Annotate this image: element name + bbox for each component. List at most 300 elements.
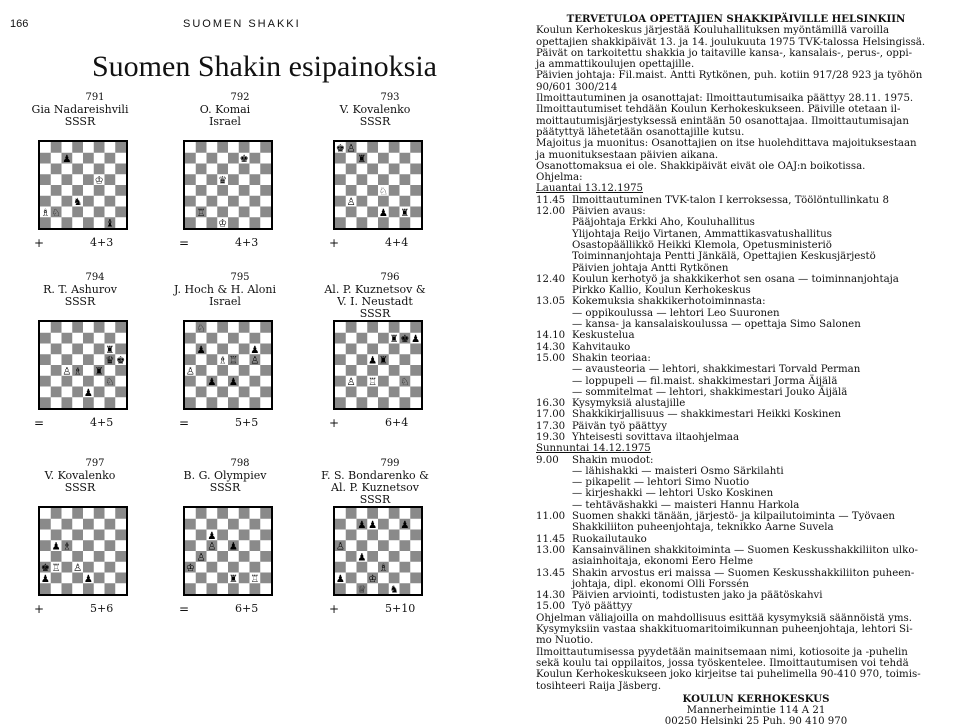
author-line: SSSR [64, 115, 96, 128]
dark-square [400, 583, 411, 594]
schedule-row [536, 421, 936, 432]
dark-square [217, 207, 228, 218]
dark-square [357, 397, 368, 408]
dark-square [185, 196, 196, 207]
author-line: R. T. Ashurov [43, 283, 117, 296]
dark-square [196, 185, 207, 196]
dark-square [105, 153, 116, 164]
intro-line: Päivien johtaja: Fil.maist. Antti Rytkönen, puh. kotiin 917/28 923 ja työhön [536, 70, 923, 82]
closing-line: tosihteeri Raija Jäsberg. [536, 680, 662, 692]
dark-square [367, 365, 378, 376]
dark-square [239, 530, 250, 541]
dark-square [239, 365, 250, 376]
schedule-time: 13.05 [536, 296, 566, 308]
dark-square [378, 519, 389, 530]
dark-square [260, 344, 271, 355]
dark-square [83, 153, 94, 164]
dark-square [196, 142, 207, 153]
dark-square [400, 217, 411, 228]
dark-square [400, 196, 411, 207]
dark-square [207, 562, 218, 573]
schedule-row [536, 522, 936, 533]
dark-square [250, 376, 261, 387]
dark-square [389, 207, 400, 218]
author-line: O. Komai [199, 103, 251, 116]
day1-heading: Lauantai 13.12.1975 [536, 183, 644, 195]
dark-square [115, 344, 126, 355]
dark-square [83, 397, 94, 408]
dark-square [346, 207, 357, 218]
dark-square [367, 344, 378, 355]
schedule-row [536, 319, 936, 330]
schedule-text: — sommitelmat — lehtori, shakkimestari Jouko Äijälä [572, 386, 848, 398]
schedule-time [536, 217, 572, 228]
dark-square [94, 207, 105, 218]
dark-square [62, 354, 73, 365]
schedule-text: Työ päättyy [572, 601, 633, 613]
black-pawn-icon: ♟ [368, 520, 378, 532]
dark-square [105, 196, 116, 207]
dark-square [72, 344, 83, 355]
schedule-row [536, 455, 936, 466]
dark-square [51, 185, 62, 196]
piece-count: 5+6 [90, 602, 114, 615]
dark-square [207, 397, 218, 408]
dark-square [40, 376, 51, 387]
dark-square [367, 551, 378, 562]
dark-square [410, 185, 421, 196]
schedule-row [536, 601, 936, 612]
black-rook-icon: ♜ [389, 334, 399, 346]
dark-square [400, 153, 411, 164]
dark-square [250, 174, 261, 185]
dark-square [346, 164, 357, 175]
dark-square [389, 365, 400, 376]
schedule-text: — pikapelit — lehtori Simo Nuotio [572, 477, 750, 489]
black-rook-icon: ♜ [400, 207, 410, 219]
dark-square [94, 142, 105, 153]
dark-square [115, 185, 126, 196]
dark-square [83, 376, 94, 387]
dark-square [400, 397, 411, 408]
schedule-text: Shakkikirjallisuus — shakkimestari Heikki Koskinen [572, 409, 841, 421]
dark-square [72, 142, 83, 153]
white-pawn-icon: ♙ [73, 563, 83, 575]
dark-square [260, 322, 271, 333]
problem-number: 795 [230, 272, 250, 283]
schedule-time [536, 319, 572, 330]
black-bishop-icon: ♝ [105, 218, 115, 228]
piece-count: 4+4 [385, 236, 409, 249]
schedule-time [536, 579, 572, 590]
schedule-row [536, 545, 936, 556]
schedule-row [536, 398, 936, 409]
intro-line: päätyttyä lähetetään osanottajille kutsu. [536, 126, 745, 138]
author-line: SSSR [359, 493, 391, 506]
problem-number: 794 [85, 272, 105, 283]
schedule-time [536, 308, 572, 319]
white-pawn-icon: ♙ [346, 377, 356, 389]
dark-square [228, 397, 239, 408]
dark-square [335, 519, 346, 530]
stipulation-symbol: + [329, 602, 340, 616]
schedule-time [536, 387, 572, 398]
dark-square [239, 573, 250, 584]
dark-square [389, 551, 400, 562]
intro-line: opettajien shakkipäivät 13. ja 14. joulukuuta 1975 TVK-talossa Helsingissä. [536, 36, 926, 48]
schedule-text: — kirjeshakki — lehtori Usko Koskinen [572, 488, 774, 500]
dark-square [207, 196, 218, 207]
dark-square [335, 562, 346, 573]
schedule-text: Koulun kerhotyö ja shakkikerhot sen osana — toiminnanjohtaja [572, 273, 899, 285]
dark-square [228, 583, 239, 594]
black-pawn-icon: ♟ [378, 207, 388, 219]
problem-number: 792 [230, 92, 250, 103]
dark-square [400, 174, 411, 185]
dark-square [40, 217, 51, 228]
dark-square [228, 196, 239, 207]
dark-square [115, 387, 126, 398]
dark-square [389, 573, 400, 584]
dark-square [260, 387, 271, 398]
dark-square [239, 344, 250, 355]
schedule-row [536, 364, 936, 375]
schedule-time: 16.30 [536, 398, 566, 410]
dark-square [62, 397, 73, 408]
dark-square [346, 551, 357, 562]
schedule-time: 12.00 [536, 206, 566, 218]
stipulation-symbol: + [329, 416, 340, 430]
dark-square [217, 185, 228, 196]
dark-square [83, 174, 94, 185]
schedule-row [536, 432, 936, 443]
problem-authors [20, 284, 140, 308]
schedule-row [536, 251, 936, 262]
problem-number: 793 [380, 92, 400, 103]
schedule-time: 11.45 [536, 194, 566, 206]
dark-square [62, 562, 73, 573]
dark-square [250, 540, 261, 551]
chess-diagram [333, 140, 423, 230]
schedule-time: 11.45 [536, 533, 566, 545]
dark-square [185, 217, 196, 228]
dark-square [83, 519, 94, 530]
dark-square [40, 153, 51, 164]
dark-square [207, 333, 218, 344]
dark-square [410, 365, 421, 376]
schedule-time: 13.45 [536, 567, 566, 579]
dark-square [389, 185, 400, 196]
intro-line: ja muonituksestaan päivien aikana. [536, 149, 719, 161]
author-line: Israel [209, 115, 241, 128]
black-pawn-icon: ♟ [368, 355, 378, 367]
dark-square [40, 354, 51, 365]
dark-square [357, 354, 368, 365]
author-line: B. G. Olympiev [183, 469, 267, 482]
dark-square [62, 333, 73, 344]
schedule-row [536, 500, 936, 511]
dark-square [72, 185, 83, 196]
dark-square [40, 333, 51, 344]
black-king-icon: ♚ [400, 334, 410, 346]
dark-square [51, 365, 62, 376]
dark-square [83, 217, 94, 228]
dark-square [185, 153, 196, 164]
intro-line: Koulun Kerhokeskus järjestää Kouluhallituksen myöntämillä varoilla [536, 25, 890, 37]
black-rook-icon: ♜ [105, 344, 115, 356]
day1-schedule [536, 195, 936, 444]
schedule-text: — kansa- ja kansalaiskoulussa — opettaja Simo Salonen [572, 319, 861, 331]
closing-line: Kysymyksiin vastaa shakkituomaritoimikunnan puheenjohtaja, lehtori Si- [536, 624, 913, 636]
dark-square [367, 508, 378, 519]
intro-line: Ilmoittautuminen ja osanottajat: Ilmoittautumisaika päättyy 28.11. 1975. [536, 93, 914, 105]
white-rook-icon: ♖ [250, 573, 260, 585]
schedule-time [536, 263, 572, 274]
black-king-icon: ♚ [116, 355, 126, 367]
dark-square [72, 530, 83, 541]
dark-square [94, 322, 105, 333]
schedule-time: 15.00 [536, 601, 566, 613]
dark-square [367, 164, 378, 175]
author-line: J. Hoch & H. Aloni [173, 283, 277, 296]
schedule-time: 14.10 [536, 330, 566, 342]
dark-square [239, 322, 250, 333]
dark-square [62, 583, 73, 594]
day2-schedule [536, 455, 936, 613]
white-pawn-icon: ♙ [346, 143, 356, 155]
white-king-icon: ♔ [94, 175, 104, 187]
dark-square [105, 540, 116, 551]
dark-square [260, 365, 271, 376]
schedule-text: Kokemuksia shakkikerhotoiminnasta: [572, 296, 766, 308]
dark-square [51, 551, 62, 562]
stipulation-symbol: = [179, 236, 190, 250]
schedule-row [536, 342, 936, 353]
schedule-text: Ylijohtaja Reijo Virtanen, Ammattikasvatushallitus [572, 228, 832, 240]
intro-line: Ilmoittautumiset tehdään Koulun Kerhokeskukseen. Päiville otetaan il- [536, 104, 901, 116]
white-knight-icon: ♘ [51, 207, 61, 219]
dark-square [389, 387, 400, 398]
dark-square [389, 142, 400, 153]
dark-square [378, 540, 389, 551]
dark-square [378, 583, 389, 594]
dark-square [115, 322, 126, 333]
dark-square [40, 583, 51, 594]
problem-authors [165, 284, 285, 308]
schedule-row [536, 534, 936, 545]
schedule-text: Shakin muodot: [572, 454, 654, 466]
author-line: SSSR [64, 481, 96, 494]
author-line: Israel [209, 295, 241, 308]
schedule-time: 14.30 [536, 590, 566, 602]
author-line: SSSR [359, 307, 391, 320]
piece-count: 4+3 [90, 236, 114, 249]
black-pawn-icon: ♟ [357, 552, 367, 564]
dark-square [389, 164, 400, 175]
dark-square [207, 354, 218, 365]
white-knight-icon: ♘ [105, 377, 115, 389]
dark-square [62, 376, 73, 387]
schedule-text: Päivän työ päättyy [572, 420, 667, 432]
schedule-row [536, 206, 936, 217]
dark-square [335, 397, 346, 408]
dark-square [250, 562, 261, 573]
author-line: V. I. Neustadt [337, 295, 413, 308]
closing-line: Ohjelman väliajoilla on mahdollisuus esittää kysymyksiä säännöistä yms. [536, 612, 912, 624]
dark-square [51, 508, 62, 519]
white-rook-icon: ♖ [228, 355, 238, 367]
dark-square [335, 217, 346, 228]
dark-square [410, 142, 421, 153]
schedule-text: Päivien johtaja Antti Rytkönen [572, 262, 729, 274]
schedule-text: Ilmoittautuminen TVK-talon I kerroksessa, Töölöntullinkatu 8 [572, 194, 889, 206]
dark-square [260, 185, 271, 196]
author-line: F. S. Bondarenko & [321, 469, 429, 482]
schedule-time [536, 500, 572, 511]
dark-square [228, 217, 239, 228]
schedule-text: Päivien avaus: [572, 206, 646, 218]
black-rook-icon: ♜ [94, 366, 104, 378]
dark-square [260, 207, 271, 218]
chess-diagram [38, 320, 128, 410]
schedule-text: Suomen shakki tänään, järjestö- ja kilpailutoiminta — Työvaen [572, 511, 895, 523]
dark-square [335, 583, 346, 594]
closing-text [536, 613, 936, 692]
dark-square [207, 174, 218, 185]
dark-square [83, 196, 94, 207]
problem-authors [20, 470, 140, 494]
dark-square [51, 387, 62, 398]
dark-square [105, 333, 116, 344]
schedule-row [536, 330, 936, 341]
dark-square [94, 387, 105, 398]
dark-square [72, 207, 83, 218]
black-pawn-icon: ♟ [250, 344, 260, 356]
dark-square [250, 583, 261, 594]
schedule-row [536, 376, 936, 387]
schedule-row [536, 285, 936, 296]
dark-square [51, 164, 62, 175]
dark-square [185, 333, 196, 344]
intro-line: Majoitus ja muonitus: Osanottajien on itse huolehdittava majoituksestaan [536, 138, 917, 150]
schedule-text: — oppikoulussa — lehtori Leo Suuronen [572, 307, 780, 319]
dark-square [83, 583, 94, 594]
problem-authors [165, 104, 285, 128]
chess-diagram [38, 140, 128, 230]
black-king-icon: ♚ [40, 563, 50, 575]
dark-square [94, 344, 105, 355]
dark-square [83, 333, 94, 344]
dark-square [378, 217, 389, 228]
dark-square [239, 164, 250, 175]
dark-square [185, 583, 196, 594]
dark-square [62, 217, 73, 228]
piece-count: 4+3 [235, 236, 259, 249]
dark-square [250, 196, 261, 207]
dark-square [250, 397, 261, 408]
white-knight-icon: ♘ [400, 377, 410, 389]
dark-square [250, 519, 261, 530]
problem-authors [315, 104, 435, 128]
schedule-time [536, 285, 572, 296]
dark-square [378, 196, 389, 207]
dark-square [400, 540, 411, 551]
schedule-time [536, 466, 572, 477]
chess-diagram [333, 506, 423, 596]
schedule-text: asiainhoitaja, ekonomi Eero Helme [572, 556, 754, 568]
intro-line: ja ammattikoulujen opettajille. [536, 59, 695, 71]
dark-square [335, 174, 346, 185]
schedule-row [536, 556, 936, 567]
dark-square [239, 508, 250, 519]
schedule-time [536, 488, 572, 499]
author-line: V. Kovalenko [44, 469, 116, 482]
white-pawn-icon: ♙ [207, 541, 217, 553]
intro-line: Osanottomaksua ei ole. Shakkipäivät eivät ole OAJ:n boikotissa. [536, 160, 866, 172]
schedule-row [536, 488, 936, 499]
dark-square [239, 142, 250, 153]
dark-square [217, 365, 228, 376]
black-rook-icon: ♜ [378, 355, 388, 367]
dark-square [40, 196, 51, 207]
black-pawn-icon: ♟ [62, 154, 72, 166]
dark-square [367, 207, 378, 218]
schedule-text: — tehtäväshakki — maisteri Hannu Harkola [572, 499, 800, 511]
black-pawn-icon: ♟ [83, 387, 93, 399]
dark-square [94, 530, 105, 541]
dark-square [410, 530, 421, 541]
schedule-row [536, 353, 936, 364]
white-pawn-icon: ♙ [250, 355, 260, 367]
dark-square [378, 333, 389, 344]
white-knight-icon: ♘ [196, 323, 206, 335]
dark-square [228, 519, 239, 530]
dark-square [357, 217, 368, 228]
day2-heading: Sunnuntai 14.12.1975 [536, 443, 651, 455]
author-line: V. Kovalenko [339, 103, 411, 116]
dark-square [62, 519, 73, 530]
black-knight-icon: ♞ [389, 584, 399, 594]
intro-line: moittautumisjärjestyksessä enintään 50 osanottajaa. Ilmoittautumisajan [536, 115, 909, 127]
dark-square [83, 354, 94, 365]
dark-square [72, 164, 83, 175]
schedule-text: Pirkko Kallio, Koulun Kerhokeskus [572, 285, 751, 297]
dark-square [378, 174, 389, 185]
chess-diagram [183, 506, 273, 596]
dark-square [228, 562, 239, 573]
dark-square [217, 508, 228, 519]
white-pawn-icon: ♙ [62, 366, 72, 378]
dark-square [357, 333, 368, 344]
dark-square [72, 387, 83, 398]
schedule-time [536, 364, 572, 375]
dark-square [239, 207, 250, 218]
dark-square [239, 551, 250, 562]
black-pawn-icon: ♟ [196, 344, 206, 356]
dark-square [72, 573, 83, 584]
piece-count: 6+4 [385, 416, 409, 429]
dark-square [260, 551, 271, 562]
schedule-time: 14.30 [536, 341, 566, 353]
dark-square [115, 508, 126, 519]
dark-square [410, 344, 421, 355]
dark-square [250, 217, 261, 228]
dark-square [400, 562, 411, 573]
schedule-time [536, 240, 572, 251]
dark-square [115, 142, 126, 153]
black-pawn-icon: ♟ [357, 520, 367, 532]
schedule-time: 19.30 [536, 431, 566, 443]
